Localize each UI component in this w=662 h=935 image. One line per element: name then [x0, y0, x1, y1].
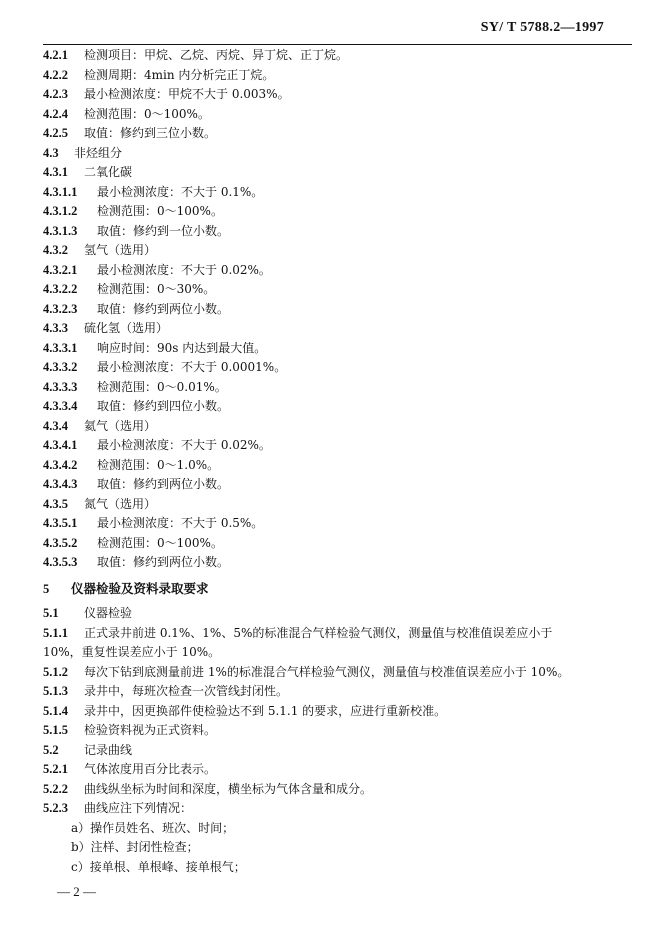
clause-line	[43, 163, 643, 183]
clause-number: 4.3.5.1	[43, 516, 78, 530]
clause-text: 最小检测浓度：甲烷不大于 0.003%。	[84, 87, 290, 101]
clause-text: 取值：修约到两位小数。	[97, 477, 230, 491]
clause-number: 4.3.3.2	[43, 360, 78, 374]
clause-text: 录井中，因更换部件使检验达不到 5.1.1 的要求，应进行重新校准。	[84, 703, 447, 718]
clause-number: 4.3.3.1	[43, 340, 78, 355]
clause-line	[43, 604, 643, 624]
clause-text: 录井中，每班次检查一次管线封闭性。	[84, 684, 289, 698]
clause-number: 4.3.4.1	[43, 438, 78, 452]
clause-line	[43, 46, 643, 66]
clause-line	[43, 124, 643, 144]
clause-text: 气体浓度用百分比表示。	[84, 762, 217, 776]
clause-number: 4.3.5.3	[43, 555, 78, 569]
clause-line	[43, 105, 643, 125]
section-heading	[43, 579, 643, 599]
clause-number: 4.3.1	[43, 165, 68, 179]
clause-text: 二氧化碳	[84, 165, 133, 179]
clause-number: 4.3.3.4	[43, 399, 78, 413]
clause-text: 每次下钻到底测量前进 1%的标准混合气样检验气测仪，测量值与校准值误差应小于 10%。	[84, 664, 570, 679]
section-title: 仪器检验及资料录取要求	[71, 580, 209, 596]
clause-text: 取值：修约到两位小数。	[97, 555, 230, 569]
page-number: — 2 —	[57, 884, 96, 899]
clause-number: 5.1.2	[43, 664, 68, 679]
clause-text: 氦气（选用）	[84, 418, 157, 433]
clause-text: 检测范围：0～100%。	[84, 106, 210, 121]
clause-number: 4.3.3	[43, 321, 68, 335]
clause-text: 曲线纵坐标为时间和深度，横坐标为气体含量和成分。	[84, 781, 373, 796]
clause-number: 4.2.1	[43, 48, 68, 62]
list-item: b）注样、封闭性检查；	[71, 840, 199, 854]
clause-line	[43, 358, 643, 378]
section-number: 5	[43, 581, 50, 596]
clause-text: 最小检测浓度：不大于 0.1%。	[97, 184, 264, 199]
clause-text: 响应时间：90s 内达到最大值。	[97, 340, 267, 355]
clause-number: 5.2.3	[43, 801, 68, 815]
clause-text: 硫化氢（选用）	[84, 321, 169, 335]
clause-line	[43, 741, 643, 761]
clause-line	[43, 280, 643, 300]
clause-text: 氮气（选用）	[84, 496, 157, 511]
clause-text: 正式录井前进 0.1%、1%、5%的标准混合气样检验气测仪，测量值与校准值误差应小于	[84, 625, 553, 640]
clause-line	[43, 721, 643, 741]
list-item: a）操作员姓名、班次、时间；	[71, 820, 235, 835]
clause-line	[43, 300, 643, 320]
clause-text: 最小检测浓度：不大于 0.0001%。	[97, 360, 287, 374]
document-body	[43, 46, 643, 877]
clause-line	[43, 534, 643, 554]
clause-text: 最小检测浓度：不大于 0.02%。	[97, 262, 271, 277]
clause-line	[43, 397, 643, 417]
standard-code: SY/ T 5788.2—1997	[480, 20, 604, 35]
clause-line	[43, 339, 643, 359]
clause-number: 4.3.2.2	[43, 282, 78, 296]
clause-line	[43, 514, 643, 534]
clause-text: 氢气（选用）	[84, 243, 157, 257]
clause-line	[43, 378, 643, 398]
clause-number: 5.1	[43, 606, 59, 620]
clause-number: 4.3.2.1	[43, 262, 78, 277]
clause-paragraph	[43, 624, 643, 663]
clause-text: 检测范围：0～100%。	[97, 204, 223, 218]
clause-text-continued: 10%，重复性误差应小于 10%。	[43, 645, 221, 659]
clause-line	[43, 417, 643, 437]
clause-number: 5.1.5	[43, 723, 68, 737]
clause-line	[43, 702, 643, 722]
clause-text: 非烃组分	[74, 145, 123, 160]
clause-number: 4.3.5.2	[43, 535, 78, 550]
clause-text: 最小检测浓度：不大于 0.5%。	[97, 516, 264, 530]
clause-text: 仪器检验	[84, 606, 133, 620]
clause-line	[43, 319, 643, 339]
clause-number: 5.2.2	[43, 781, 68, 796]
clause-number: 4.3.2	[43, 243, 68, 257]
clause-text: 取值：修约到三位小数。	[84, 126, 217, 140]
clause-number: 4.3.1.2	[43, 204, 78, 218]
clause-number: 4.2.2	[43, 67, 68, 82]
clause-number: 4.3.2.3	[43, 301, 78, 316]
clause-number: 4.2.3	[43, 87, 68, 101]
list-item: c）接单根、单根峰、接单根气；	[71, 859, 246, 874]
clause-number: 4.2.5	[43, 126, 68, 140]
clause-number: 4.3.3.3	[43, 379, 78, 394]
clause-line	[43, 261, 643, 281]
clause-list	[43, 46, 643, 573]
clause-number: 4.3.1.1	[43, 184, 78, 199]
clause-number: 4.3	[43, 145, 59, 160]
clause-number: 4.3.1.3	[43, 223, 78, 238]
clause-line	[43, 66, 643, 86]
clause-line	[43, 183, 643, 203]
clause-text: 检测范围：0～30%。	[97, 282, 216, 296]
clause-line	[43, 436, 643, 456]
clause-line	[43, 144, 643, 164]
page-header	[43, 18, 632, 45]
clause-line	[43, 495, 643, 515]
clause-text: 记录曲线	[84, 742, 133, 757]
clause-number: 5.1.1	[43, 625, 68, 640]
clause-text: 取值：修约到一位小数。	[97, 223, 230, 238]
clause-number: 5.2	[43, 742, 59, 757]
clause-number: 5.1.3	[43, 684, 68, 698]
clause-line	[43, 202, 643, 222]
clause-number: 5.1.4	[43, 703, 68, 718]
clause-line	[43, 682, 643, 702]
clause-text: 取值：修约到四位小数。	[97, 399, 230, 413]
clause-line	[43, 85, 643, 105]
clause-number: 4.3.5	[43, 496, 68, 511]
clause-text: 检测范围：0～100%。	[97, 535, 223, 550]
clause-text: 检测范围：0～1.0%。	[97, 457, 220, 472]
clause-number: 4.3.4	[43, 418, 68, 433]
clause-text: 曲线应注下列情况：	[84, 801, 193, 815]
clause-line	[43, 780, 643, 800]
clause-line	[43, 475, 643, 495]
clause-number: 4.3.4.3	[43, 477, 78, 491]
clause-line	[43, 799, 643, 819]
clause-number: 5.2.1	[43, 762, 68, 776]
clause-text: 检验资料视为正式资料。	[84, 723, 217, 737]
clause-line	[43, 663, 643, 683]
clause-number: 4.3.4.2	[43, 457, 78, 472]
clause-text: 检测周期：4min 内分析完正丁烷。	[84, 67, 275, 82]
clause-text: 最小检测浓度：不大于 0.02%。	[97, 438, 271, 452]
clause-line	[43, 222, 643, 242]
clause-number: 4.2.4	[43, 106, 68, 121]
clause-line	[43, 760, 643, 780]
clause-line	[43, 456, 643, 476]
clause-text: 检测范围：0～0.01%。	[97, 379, 227, 394]
clause-line	[43, 553, 643, 573]
clause-text: 检测项目：甲烷、乙烷、丙烷、异丁烷、正丁烷。	[84, 48, 349, 62]
clause-line	[43, 241, 643, 261]
clause-text: 取值：修约到两位小数。	[97, 301, 230, 316]
